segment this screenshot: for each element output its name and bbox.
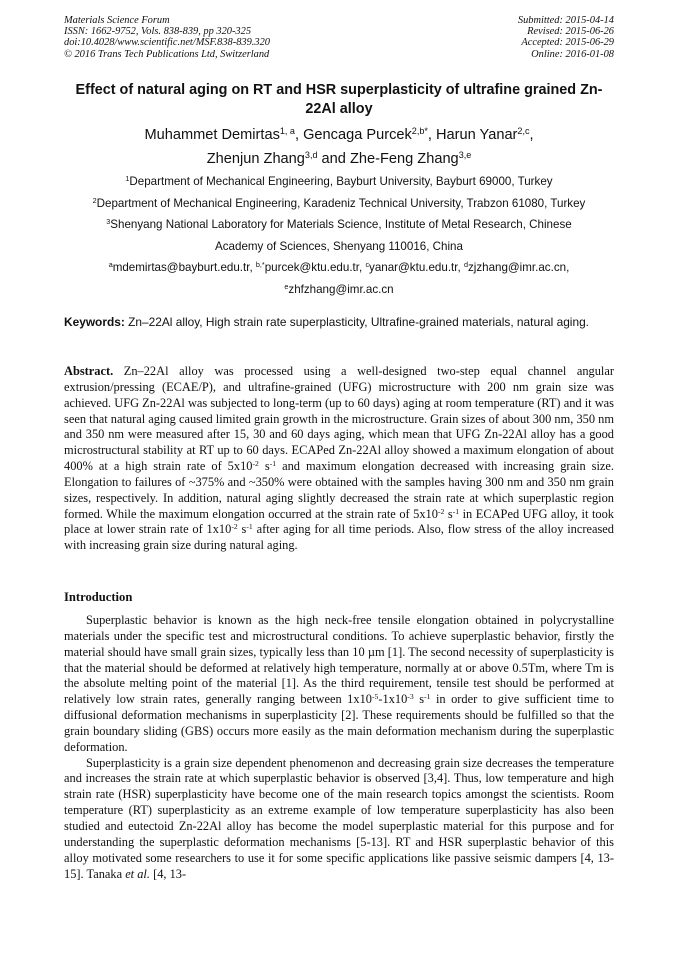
author-sup: 3,e <box>458 150 472 161</box>
superscript: -1 <box>452 506 460 516</box>
text-run: [4, 13- <box>149 866 187 881</box>
text-run: Zn–22Al alloy was processed using a well-designed two-step equal channel angular extrusion/pressing (ECAE/P), and ultrafine-grained (UFG) microstructure with 200 nm grain size was achieved. UFG Zn-22Al was subjected to long-term (up to 60 days) aging at room temperature (RT) and it was seen that natural aging caused limited grain growth in the microstructure. Grain sizes of about 300 nm, 350 nm and 350 nm were measured after 15, 30 and 60 days aging, which mean that UFG Zn-22Al alloy has a good microstructural stability at RT up to 60 days. ECAPed Zn-22Al alloy showed a maximum elongation of about 400% at a high strain rate of 5x10 <box>64 364 614 474</box>
superscript: -1 <box>246 522 253 532</box>
superscript: -5 <box>371 692 379 701</box>
email-separator: , <box>249 261 256 275</box>
superscript: -1 <box>424 692 431 701</box>
affiliation-text: Department of Mechanical Engineering, Bayburt University, Bayburt 69000, Turkey <box>129 175 553 188</box>
author-separator: , <box>427 127 437 143</box>
email-separator: , <box>358 261 366 275</box>
abstract <box>64 364 614 554</box>
abstract-label: Abstract. <box>64 364 114 378</box>
author-list <box>64 123 614 171</box>
affiliations <box>64 171 614 301</box>
text-run: and maximum elongation decreased with increasing grain size. Elongation to failures of ~375% and ~350% were obtained with the samples having 300 nm and 350 nm grain sizes, respectively. In addition, natural aging slightly decreased the strain rate at which superplastic region formed. While the maximum elongation occurred at the strain rate of 5x10 <box>64 459 615 521</box>
affiliation <box>64 193 614 215</box>
author-name: Zhenjun Zhang <box>206 151 305 167</box>
author-sup: 2,c <box>517 126 530 137</box>
affiliation-sup: 2 <box>92 195 97 205</box>
italic-text: et al. <box>125 866 150 881</box>
journal-info-line: doi:10.4028/www.scientific.net/MSF.838-839.320 <box>64 37 270 49</box>
email-list <box>64 257 614 300</box>
email-sup: d <box>463 260 468 270</box>
author-name: Muhammet Demirtas <box>144 127 280 143</box>
author-name: Zhe-Feng Zhang <box>349 151 459 167</box>
paragraph <box>64 613 614 756</box>
email-sup: c <box>365 260 370 270</box>
email-link[interactable]: purcek@ktu.edu.tr <box>264 261 359 275</box>
author-sup: 2,b* <box>411 126 428 137</box>
affiliation-text: Shenyang National Laboratory for Materials Science, Institute of Metal Research, Chinese Academy of Sciences, Shenyang 110016, China <box>110 218 572 253</box>
date-line: Submitted: 2015-04-14 <box>517 15 614 26</box>
email-separator: , <box>566 261 570 275</box>
email-sup: a <box>108 260 113 270</box>
superscript: -2 <box>231 522 238 532</box>
affiliation-text: Department of Mechanical Engineering, Karadeniz Technical University, Trabzon 61080, Turkey <box>96 196 586 210</box>
superscript: -2 <box>252 458 259 468</box>
affiliation-sup: 3 <box>106 217 111 227</box>
author-sup: 1, a <box>279 126 295 137</box>
email-link[interactable]: yanar@ktu.edu.tr <box>369 261 458 275</box>
keywords-text: Zn–22Al alloy, High strain rate superplasticity, Ultrafine-grained materials, natural aging. <box>128 315 589 329</box>
text-run: Superplasticity is a grain size dependent phenomenon and decreasing grain size decreases the temperature and increases the strain rate at which superplastic behavior is observed [3,4]. Thus, low temperature and high strain rate (HSR) superplasticity have become one of the main research topics amongst the scientists. Room temperature (RT) superplasticity as an extreme example of low temperature superplasticity has also been studied and eutectoid Zn-22Al alloy has become the model superplastic material for this purpose and for understanding the superplastic deformation mechanisms [5-13]. RT and HSR superplastic behavior of this alloy motivated some researchers to use it for some specific applications like passive seismic dampers [4, 13-15]. Tanaka <box>64 755 614 881</box>
author-separator: , <box>294 127 304 143</box>
email-sup: e <box>284 282 289 292</box>
superscript: -3 <box>407 692 414 701</box>
journal-info-line: © 2016 Trans Tech Publications Ltd, Switzerland <box>64 48 270 60</box>
author-name: Gencaga Purcek <box>303 127 412 143</box>
journal-info-line: ISSN: 1662-9752, Vols. 838-839, pp 320-325 <box>64 26 252 38</box>
date-line: Online: 2016-01-08 <box>531 48 614 60</box>
date-line: Revised: 2015-06-26 <box>527 26 614 38</box>
text-run: Superplastic behavior is known as the high neck-free tensile elongation obtained in polycrystalline materials under the specific test and microstructural conditions. To achieve superplastic behavior, firstly the material should have small grain sizes, typically less than 10 µm [1]. The second necessity of superplasticity is that the material should be deformed at relatively high temperature, normally at or above 0.5Tm, where Tm is the absolute melting point of the material [1]. As the third requirement, tensile test should be performed at relatively low strain rates, generally ranging between 1x10 <box>64 613 614 707</box>
keywords <box>64 315 614 330</box>
keywords-label: Keywords: <box>64 315 125 329</box>
text-run: -1x10 <box>378 692 408 707</box>
text-run: s <box>413 692 425 707</box>
paragraph <box>64 756 614 883</box>
email-link[interactable]: zhfzhang@imr.ac.cn <box>288 282 394 296</box>
section-heading-introduction: Introduction <box>64 590 133 604</box>
author-separator: , <box>529 127 534 143</box>
text-run: in order to give sufficient time to diffusional deformation mechanisms in superplasticity [2]. These requirements should be fulfilled so that the grain boundary sliding (GBS) occurs more easily as the main deformation mechanism during the superplastic deformation. <box>64 692 615 754</box>
affiliation <box>64 214 614 257</box>
author-separator: and <box>317 151 350 167</box>
publication-dates <box>518 15 614 60</box>
superscript: -1 <box>269 458 277 468</box>
text-run: in ECAPed UFG alloy, it took place at lower strain rate of 1x10 <box>64 506 614 537</box>
affiliation <box>64 171 614 193</box>
email-link[interactable]: mdemirtas@bayburt.edu.tr <box>112 261 250 275</box>
abstract-text <box>64 364 614 552</box>
email-sup: b,* <box>255 260 265 270</box>
email-link[interactable]: zjzhang@imr.ac.cn <box>467 261 567 275</box>
text-run: s <box>258 459 270 474</box>
text-run: s <box>237 522 247 537</box>
date-line: Accepted: 2015-06-29 <box>521 37 614 49</box>
journal-info-line: Materials Science Forum <box>64 15 170 26</box>
paper-title: Effect of natural aging on RT and HSR superplasticity of ultrafine grained Zn-22Al alloy <box>75 82 603 117</box>
journal-info <box>64 15 270 60</box>
author-sup: 3,d <box>304 150 318 161</box>
email-separator: , <box>457 261 464 275</box>
text-run: after aging for all time periods. Also, flow stress of the alloy increased with increasing grain size during natural aging. <box>64 522 614 553</box>
superscript: -2 <box>437 506 445 516</box>
affiliation-sup: 1 <box>125 174 130 184</box>
introduction-body <box>64 613 614 882</box>
text-run: s <box>444 506 453 521</box>
author-name: Harun Yanar <box>436 127 518 143</box>
